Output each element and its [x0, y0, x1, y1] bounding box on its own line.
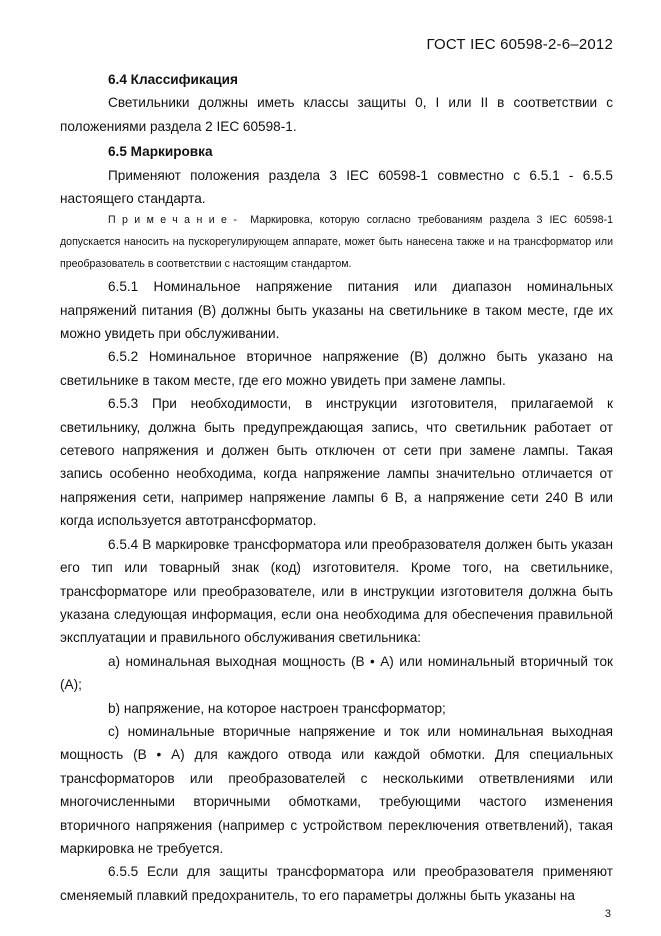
paragraph-6-5-2: 6.5.2 Номинальное вторичное напряжение (В) должно быть указано на светильнике в таком месте, где его можно увидеть при замене лампы. [60, 349, 613, 388]
paragraph-6-5-3: 6.5.3 При необходимости, в инструкции изготовителя, прилагаемой к светильнику, должна быть предупреждающая запись, что светильник работает от сетевого напряжения и должен быть отключен от сети при замене лампы. Такая запись особенно необходима, когда напряжение лампы значительно отличается от напряжения сети, например напряжение лампы 6 В, а напряжение сети 240 В или когда используется автотрансформатор. [60, 396, 613, 529]
document-body [60, 68, 613, 907]
note-text: Маркировка, которую согласно требованиям раздела 3 IEC 60598-1 допускается наносить на пускорегулирующем аппарате, может быть нанесена также и на трансформатор или преобразователь в соответствии с настоящим стандартом. [60, 214, 613, 270]
paragraph-6-4: Светильники должны иметь классы защиты 0, I или II в соответствии с положениями раздела 2 IEC 60598-1. [60, 95, 613, 134]
paragraph-6-5-4: 6.5.4 В маркировке трансформатора или преобразователя должен быть указан его тип или товарный знак (код) изготовителя. Кроме того, на светильнике, трансформаторе или преобразователе, или в инструкции изготовителя должна быть указана следующая информация, если она необходима для обеспечения правильной эксплуатации и правильного обслуживания светильника: [60, 536, 613, 646]
note [60, 210, 613, 275]
paragraph-6-5-1: 6.5.1 Номинальное напряжение питания или диапазон номинальных напряжений питания (В) должны быть указаны на светильнике в таком месте, где их можно увидеть при обслуживании. [60, 279, 613, 342]
section-title-6-5: 6.5 Маркировка [108, 144, 213, 160]
note-label: Примечание- [108, 214, 244, 227]
paragraph-6-5-5: 6.5.5 Если для защиты трансформатора или преобразователя применяют сменяемый плавкий предохранитель, то его параметры должны быть указаны на [60, 864, 613, 903]
list-item-c: с) номинальные вторичные напряжение и ток или номинальная выходная мощность (В • А) для каждого отвода или каждой обмотки. Для специальных трансформаторов или преобразователей с несколькими ответвлениями или многочисленными вторичными обмотками, требующими частого изменения вторичного напряжения (например с устройством переключения ответвлений), такая маркировка не требуется. [60, 723, 613, 856]
list-item-b: b) напряжение, на которое настроен трансформатор; [108, 700, 446, 716]
section-title-6-4: 6.4 Классификация [108, 72, 238, 87]
page-number: 3 [604, 908, 611, 920]
list-item-a: а) номинальная выходная мощность (В • А) или номинальный вторичный ток (А); [60, 653, 613, 693]
paragraph-6-5: Применяют положения раздела 3 IEC 60598-1 совместно с 6.5.1 - 6.5.5 настоящего стандарта. [60, 167, 613, 207]
document-code: ГОСТ IEC 60598-2-6–2012 [426, 36, 613, 53]
